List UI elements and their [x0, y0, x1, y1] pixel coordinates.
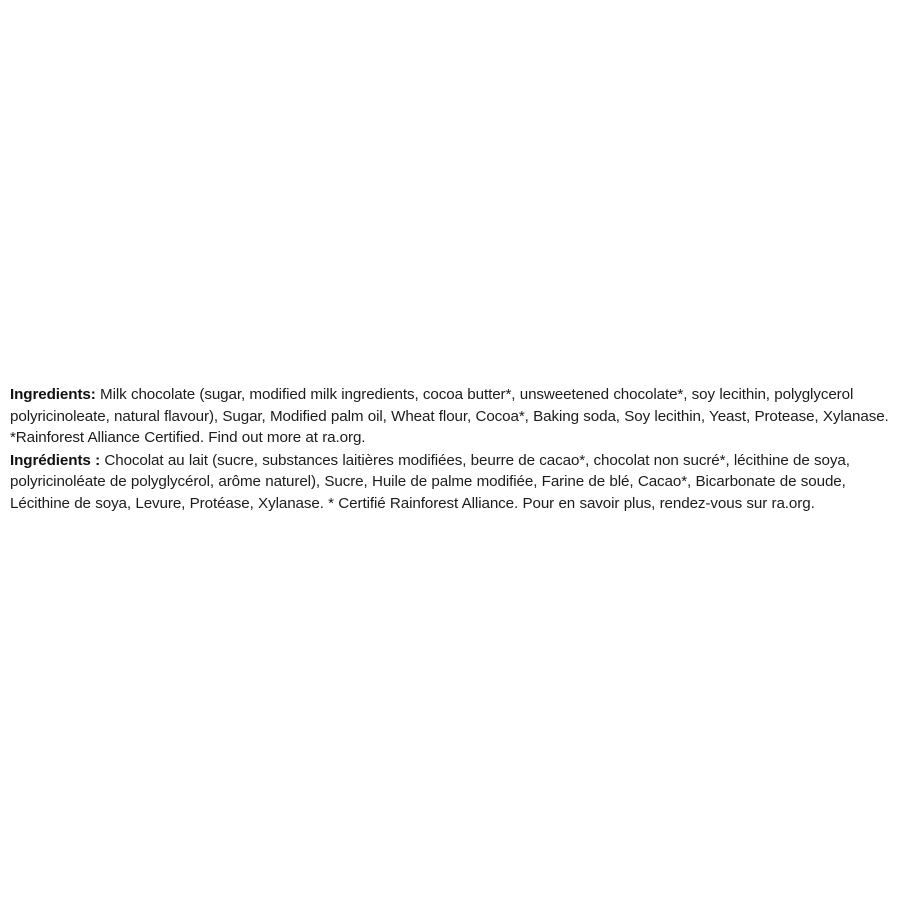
ingredients-paragraph-french	[10, 450, 894, 515]
ingredients-block	[10, 384, 894, 514]
ingredients-label-english: Ingredients:	[10, 386, 96, 403]
ingredients-label-french: Ingrédients :	[10, 451, 101, 469]
ingredients-text-french: Chocolat au lait (sucre, substances laitières modifiées, beurre de cacao*, chocolat non sucré*, lécithine de soya, polyricinoléate de polyglycérol, arôme naturel), Sucre, Huile de palme modifiée, Farine de blé, Cacao*, Bicarbonate de soude, Lécithine de soya, Levure, Protéase, Xylanase. * Certifié Rainforest Alliance. Pour en savoir plus, rendez-vous sur ra.org.	[10, 451, 850, 512]
ingredients-text-english: Milk chocolate (sugar, modified milk ingredients, cocoa butter*, unsweetened chocolate*, soy lecithin, polyglycerol polyricinoleate, natural flavour), Sugar, Modified palm oil, Wheat flour, Cocoa*, Baking soda, Soy lecithin, Yeast, Protease, Xylanase. *Rainforest Alliance Certified. Find out more at ra.org.	[10, 386, 889, 446]
ingredients-paragraph-english	[10, 384, 894, 449]
